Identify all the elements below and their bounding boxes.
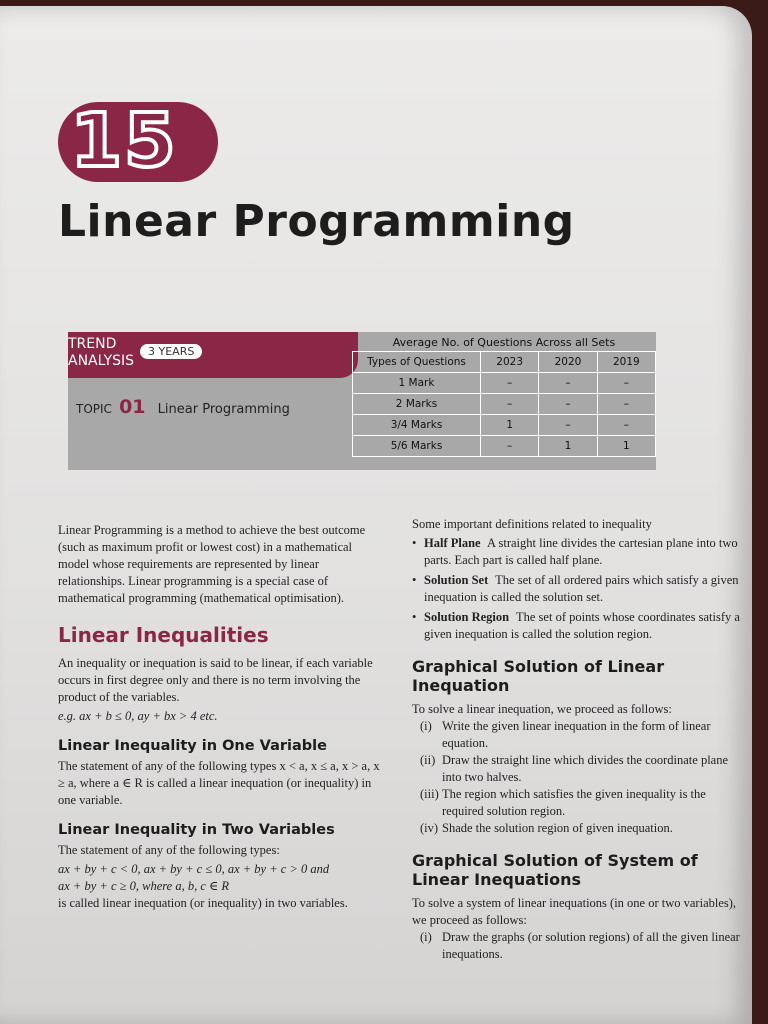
topic-row [76, 396, 290, 418]
definition-term: Solution Region [424, 610, 510, 624]
two-variables-line: ax + by + c ≥ 0, where a, b, c ∈ R [58, 879, 230, 893]
definition-term: Solution Set [424, 573, 489, 587]
chapter-title: Linear Programming [58, 196, 575, 247]
topic-prefix: TOPIC [76, 402, 112, 416]
table-cell: – [597, 373, 655, 394]
two-variables-line: The statement of any of the following types: [58, 843, 280, 857]
step-text: Shade the solution region of given inequation. [442, 821, 673, 835]
heading-one-variable: Linear Inequality in One Variable [58, 738, 327, 754]
heading-two-variables: Linear Inequality in Two Variables [58, 822, 335, 838]
graphical-steps-list [412, 718, 744, 837]
step-item [412, 820, 744, 837]
bullet: • [412, 573, 417, 587]
table-cell: – [481, 394, 539, 415]
definition-term: Half Plane [424, 536, 481, 550]
step-text: Write the given linear inequation in the form of linear equation. [442, 719, 711, 750]
table-cell: – [481, 436, 539, 457]
left-column [58, 522, 386, 912]
step-number: (i) [420, 930, 432, 944]
table-cell: 1 [539, 436, 597, 457]
step-number: (ii) [420, 753, 436, 767]
heading-graphical-solution: Graphical Solution of Linear Inequation [412, 657, 665, 695]
trend-analysis-box [68, 332, 656, 470]
chapter-number-badge [58, 98, 218, 184]
system-steps-list [412, 929, 744, 963]
graphical-intro: To solve a linear inequation, we proceed as follows: [412, 702, 672, 716]
trend-analysis-label [68, 336, 140, 370]
table-cell: – [539, 394, 597, 415]
table-row [353, 373, 656, 394]
step-text: Draw the graphs (or solution regions) of all the given linear inequations. [442, 930, 740, 961]
table-row [353, 394, 656, 415]
trend-label-line2: ANALYSIS [68, 353, 135, 369]
step-text: The region which satisfies the given inequality is the required solution region. [442, 787, 706, 818]
definitions-intro: Some important definitions related to inequality [412, 517, 652, 531]
step-item [412, 929, 744, 963]
table-header-row [353, 352, 656, 373]
trend-label-line1: TREND [68, 336, 117, 352]
table-heading: Average No. of Questions Across all Sets [392, 336, 616, 349]
table-cell: – [597, 415, 655, 436]
table-row [353, 436, 656, 457]
topic-name: Linear Programming [157, 402, 290, 417]
table-header-cell: 2023 [481, 352, 539, 373]
step-number: (i) [420, 719, 432, 733]
chapter-number: 15 [70, 98, 178, 184]
definition-item [412, 535, 744, 569]
table-row [353, 415, 656, 436]
table-cell: 1 Mark [353, 373, 481, 394]
years-badge: 3 YEARS [140, 344, 202, 359]
table-cell: 1 [481, 415, 539, 436]
definition-item [412, 572, 744, 606]
step-number: (iv) [420, 821, 439, 835]
definition-item [412, 609, 744, 643]
table-cell: 5/6 Marks [353, 436, 481, 457]
step-item [412, 718, 744, 752]
table-cell: – [539, 415, 597, 436]
table-cell: – [539, 373, 597, 394]
step-item [412, 752, 744, 786]
definition-text: A straight line divides the cartesian plane into two parts. Each part is called half plane. [424, 536, 738, 567]
system-intro: To solve a system of linear inequations (in one or two variables), we proceed as follows: [412, 896, 737, 927]
intro-paragraph: Linear Programming is a method to achieve the best outcome (such as maximum profit or lowest cost) in a mathematical model whose requirements are represented by linear relationships. Linear programming is a special case of mathematical programming (mathematical optimisation). [58, 523, 366, 605]
one-variable-text: The statement of any of the following types x < a, x ≤ a, x > a, x ≥ a, where a ∈ R is called a linear inequation (or inequality) in one variable. [58, 759, 380, 807]
table-cell: – [597, 394, 655, 415]
topic-number: 01 [119, 396, 146, 418]
definition-text: The set of points whose coordinates satisfy a given inequation is called the solution region. [424, 610, 740, 641]
bullet: • [412, 610, 417, 624]
step-number: (iii) [420, 787, 439, 801]
two-variables-line: ax + by + c < 0, ax + by + c ≤ 0, ax + by + c > 0 and [58, 862, 330, 876]
step-item [412, 786, 744, 820]
example-line: e.g. ax + b ≤ 0, ay + bx > 4 etc. [58, 709, 218, 723]
table-cell: 2 Marks [353, 394, 481, 415]
bullet: • [412, 536, 417, 550]
trend-analysis-tab [68, 332, 358, 378]
right-column [412, 516, 744, 963]
definitions-list [412, 535, 744, 643]
table-header-cell: 2020 [539, 352, 597, 373]
trend-table [352, 351, 656, 457]
table-header-cell: 2019 [597, 352, 655, 373]
definition-text: The set of all ordered pairs which satisfy a given inequation is called the solution set. [424, 573, 739, 604]
table-cell: 3/4 Marks [353, 415, 481, 436]
two-variables-line: is called linear inequation (or inequality) in two variables. [58, 896, 348, 910]
linear-inequality-definition: An inequality or inequation is said to be linear, if each variable occurs in first degree only and there is no term involving the product of the variables. [58, 656, 373, 704]
step-text: Draw the straight line which divides the coordinate plane into two halves. [442, 753, 729, 784]
heading-system-solution: Graphical Solution of System of Linear Inequations [412, 851, 698, 889]
book-page [0, 6, 752, 1024]
table-cell: – [481, 373, 539, 394]
section-heading-linear-inequalities: Linear Inequalities [58, 623, 269, 647]
table-cell: 1 [597, 436, 655, 457]
trend-table-wrap [352, 332, 656, 457]
table-header-cell: Types of Questions [353, 352, 481, 373]
